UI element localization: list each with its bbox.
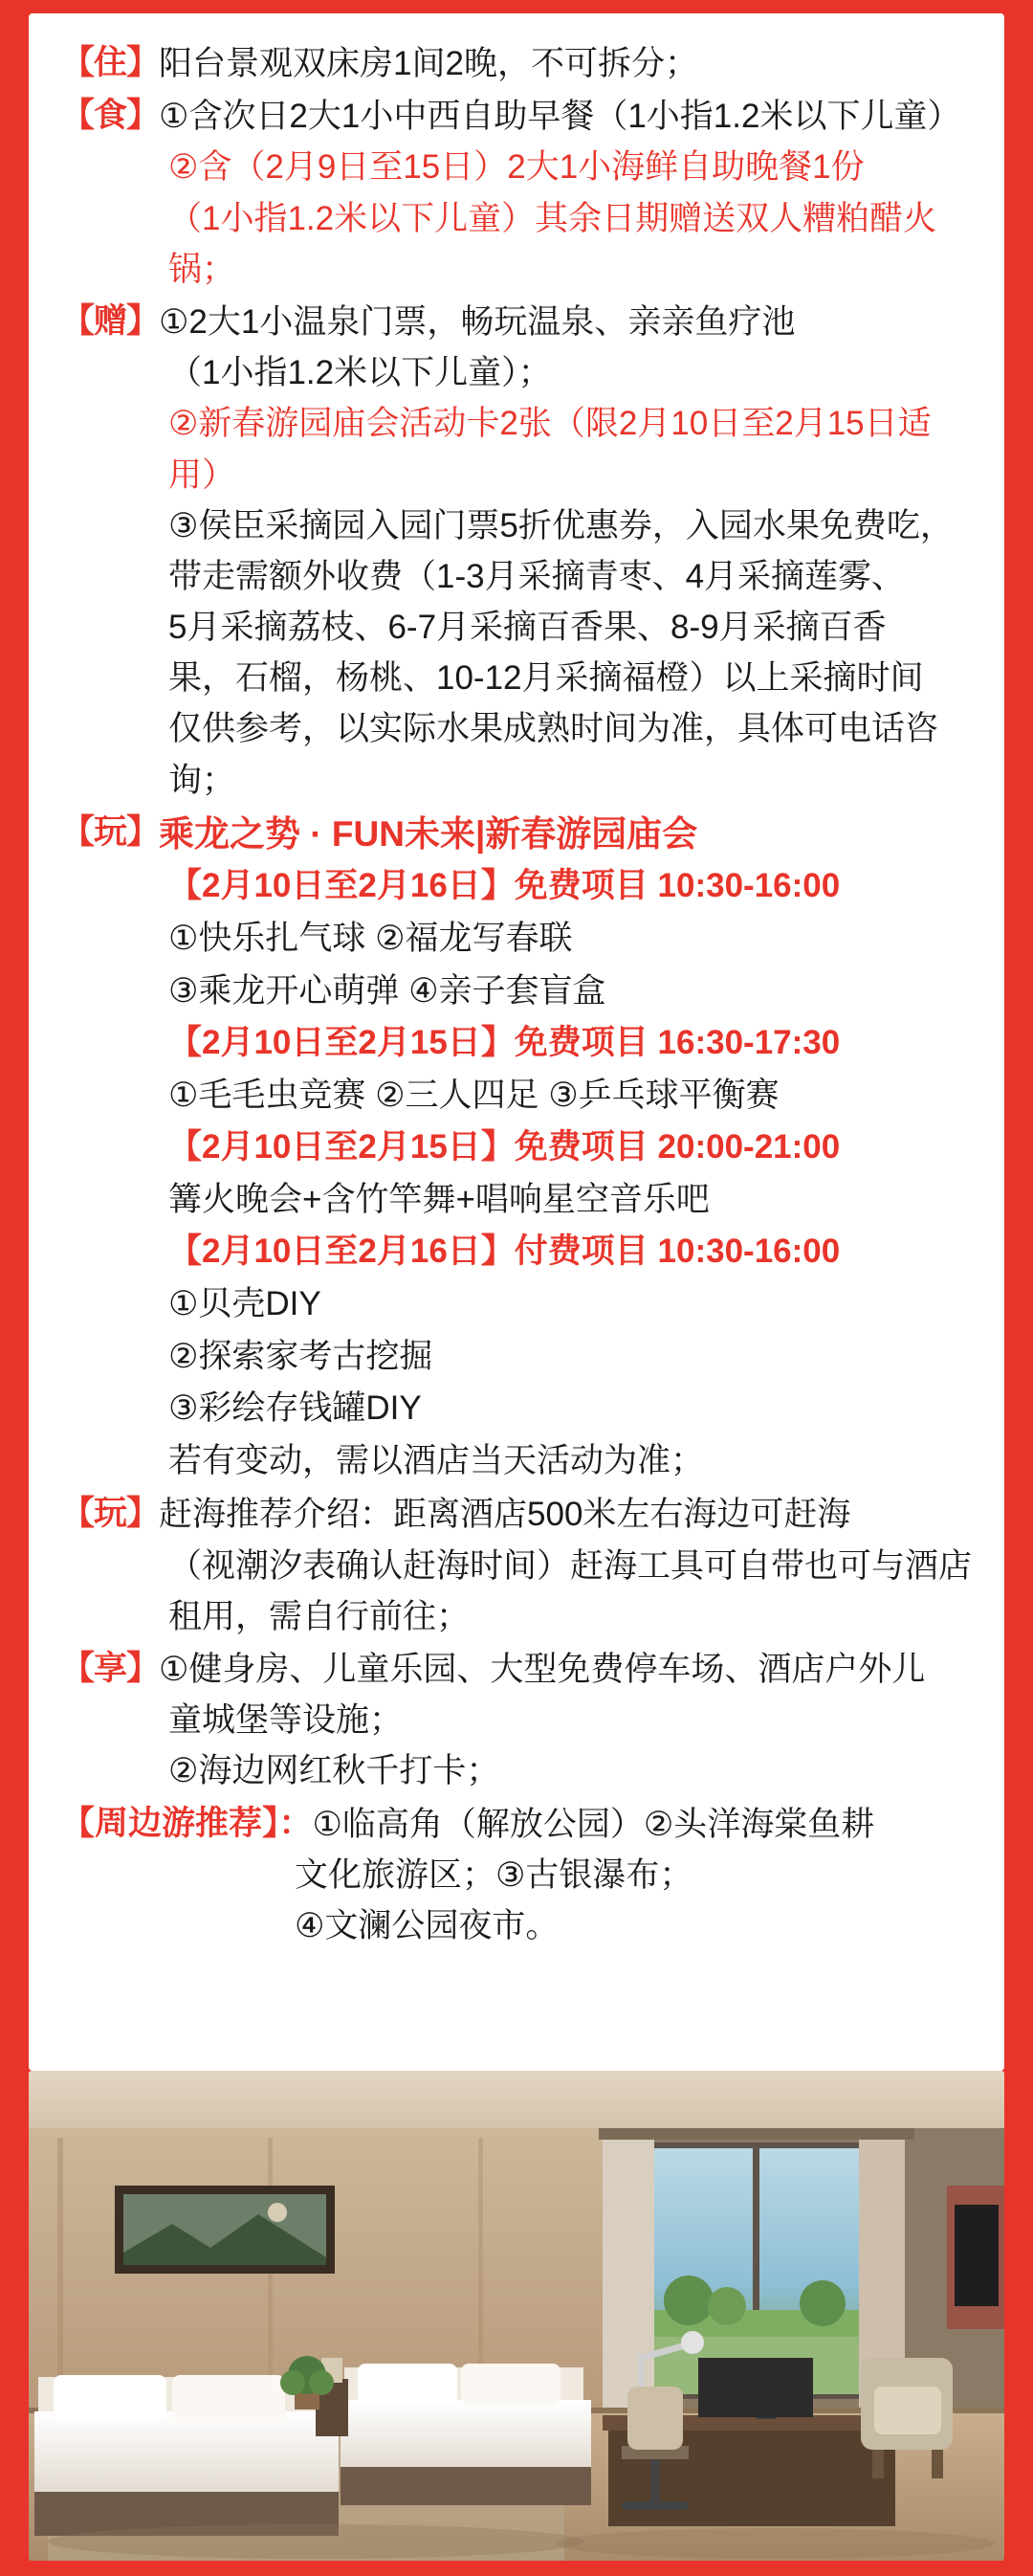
- section-gift: [61, 297, 972, 347]
- play-group-2-item-1: ①毛毛虫竞赛 ②三人四足 ③乒乓球平衡赛: [168, 1076, 780, 1114]
- play-group-1-item-1: ①快乐扎气球 ②福龙写春联: [168, 919, 573, 957]
- hotel-room-illustration: [29, 2071, 1004, 2561]
- play-group-3-head: 【2月10日至2月15日】免费项目 20:00-21:00: [168, 1128, 841, 1166]
- section-gift-red: ②新春游园庙会活动卡2张（限2月10日至2月15日适用）: [168, 405, 932, 494]
- section-play-fun-tag: 【玩】: [61, 812, 160, 851]
- section-enjoy-text-1: ①健身房、儿童乐园、大型免费停车场、酒店户外儿: [159, 1651, 926, 1688]
- section-stay-text: 阳台景观双床房1间2晚，不可拆分；: [159, 45, 698, 82]
- section-nearby: [61, 1799, 972, 1850]
- play-group-4-item-1: ①贝壳DIY: [168, 1285, 321, 1323]
- section-play-sea-text-1: 赶海推荐介绍：距离酒店500米左右海边可赶海: [159, 1496, 851, 1534]
- section-play-sea-text-3: 租用，需自行前往；: [168, 1597, 471, 1635]
- section-food-text: ①含次日2大1小中西自助早餐（1小指1.2米以下儿童）: [159, 98, 961, 136]
- section-nearby-tag: 【周边游推荐】：: [61, 1804, 313, 1842]
- section-gift-line-5: 仅供参考，以实际水果成熟时间为准，具体可电话咨询；: [168, 710, 939, 799]
- play-group-4-item-3: ③彩绘存钱罐DIY: [168, 1389, 422, 1428]
- play-group-1-head: 【2月10日至2月16日】免费项目 10:30-16:00: [168, 867, 841, 905]
- section-enjoy-tag: 【享】: [61, 1650, 160, 1687]
- section-nearby-text-2: 文化旅游区；③古银瀑布；: [295, 1855, 693, 1894]
- section-play-sea: [61, 1489, 972, 1540]
- section-food-red-2: （1小指1.2米以下儿童）其余日期赠送双人糟粕醋火锅；: [168, 199, 937, 288]
- section-play-fun-title: 乘龙之势 · FUN未来|新春游园庙会: [159, 813, 698, 854]
- play-group-2-head: 【2月10日至2月15日】免费项目 16:30-17:30: [168, 1024, 841, 1062]
- section-enjoy-text-3: ②海边网红秋千打卡；: [168, 1752, 500, 1790]
- section-gift-line-4: 果，石榴，杨桃、10-12月采摘福橙）以上采摘时间: [168, 659, 924, 698]
- section-gift-line-3: 5月采摘荔枝、6-7月采摘百香果、8-9月采摘百香: [168, 609, 887, 647]
- section-gift-text-2: （1小指1.2米以下儿童）；: [168, 354, 552, 392]
- section-nearby-text-3: ④文澜公园夜市。: [295, 1906, 560, 1944]
- section-nearby-text-1: ①临高角（解放公园）②头洋海棠鱼耕: [312, 1805, 875, 1843]
- section-play-fun: [61, 808, 972, 861]
- play-group-4-head: 【2月10日至2月16日】付费项目 10:30-16:00: [168, 1232, 841, 1271]
- section-gift-line-2: 带走需额外收费（1-3月采摘青枣、4月采摘莲雾、: [168, 557, 906, 595]
- section-enjoy-text-2: 童城堡等设施；: [168, 1701, 404, 1740]
- section-enjoy: [61, 1644, 972, 1695]
- section-stay-tag: 【住】: [61, 44, 160, 81]
- section-gift-line-1: ③侯臣采摘园入园门票5折优惠券，入园水果免费吃，: [168, 506, 954, 544]
- section-food: [61, 91, 972, 142]
- play-group-4-item-4: 若有变动，需以酒店当天活动为准；: [168, 1441, 705, 1479]
- play-group-1-item-2: ③乘龙开心萌弹 ④亲子套盲盒: [168, 971, 606, 1010]
- section-play-sea-tag: 【玩】: [61, 1495, 160, 1533]
- section-play-sea-text-2: （视潮汐表确认赶海时间）赶海工具可自带也可与酒店: [168, 1546, 973, 1585]
- section-gift-tag: 【赠】: [61, 301, 160, 340]
- hotel-room-photo: [29, 2071, 1004, 2561]
- section-food-red-1: ②含（2月9日至15日）2大1小海鲜自助晚餐1份: [168, 148, 865, 187]
- section-food-tag: 【食】: [61, 97, 160, 135]
- details-card: [29, 13, 1004, 2071]
- section-stay: [61, 38, 972, 89]
- play-group-3-item-1: 篝火晚会+含竹竿舞+唱响星空音乐吧: [168, 1180, 710, 1218]
- play-group-4-item-2: ②探索家考古挖掘: [168, 1337, 433, 1375]
- section-gift-text-1: ①2大1小温泉门票，畅玩温泉、亲亲鱼疗池: [159, 302, 796, 341]
